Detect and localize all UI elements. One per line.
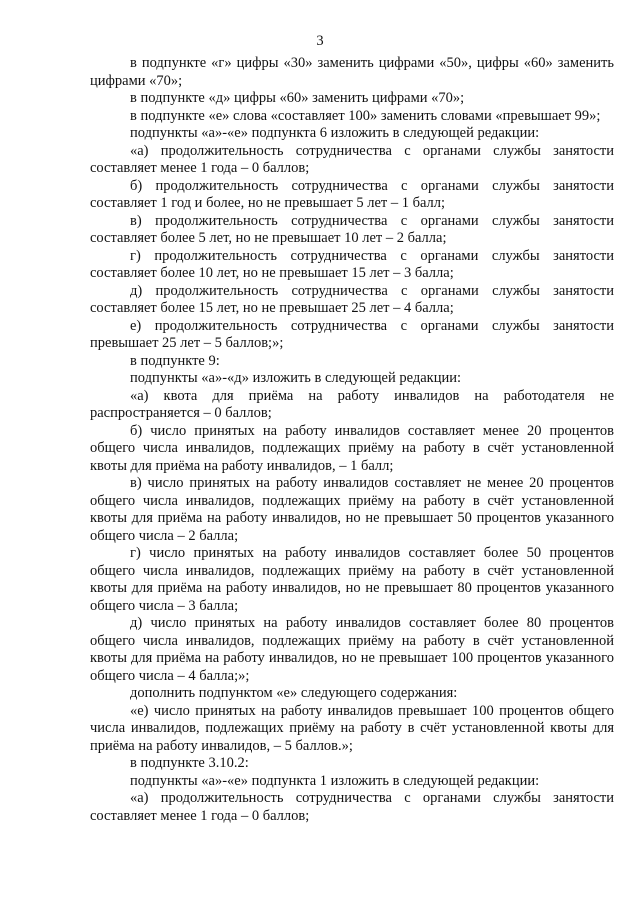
- paragraph: г) продолжительность сотрудничества с органами службы занятости составляет более 10 лет, но не превышает 15 лет – 3 балла;: [90, 247, 614, 281]
- paragraph: д) продолжительность сотрудничества с органами службы занятости составляет более 15 лет, но не превышает 25 лет – 4 балла;: [90, 282, 614, 316]
- paragraph: «а) квота для приёма на работу инвалидов на работодателя не распространяется – 0 баллов;: [90, 387, 614, 421]
- paragraph: д) число принятых на работу инвалидов составляет более 80 процентов общего числа инвалидов, подлежащих приёму на работу в счёт установленной квоты для приёма на работу инвалидов, но не превышает 100 процентов указанного общего числа – 4 балла;»;: [90, 615, 614, 684]
- paragraph: в подпункте 9:: [130, 352, 220, 369]
- paragraph: в) число принятых на работу инвалидов составляет не менее 20 процентов общего числа инвалидов, подлежащих приёму на работу в счёт установленной квоты для приёма на работу инвалидов, но не превышает 50 процентов указанного общего числа – 2 балла;: [90, 475, 614, 544]
- paragraph: дополнить подпунктом «е» следующего содержания:: [130, 685, 458, 701]
- paragraph: подпункты «а»-«е» подпункта 6 изложить в следующей редакции:: [130, 125, 540, 141]
- paragraph: в подпункте 3.10.2:: [130, 755, 249, 771]
- paragraph: «а) продолжительность сотрудничества с органами службы занятости составляет менее 1 года – 0 баллов;: [90, 142, 614, 176]
- paragraph: «а) продолжительность сотрудничества с органами службы занятости составляет менее 1 года – 0 баллов;: [90, 790, 614, 824]
- paragraph: подпункты «а»-«д» изложить в следующей редакции:: [130, 370, 462, 386]
- paragraph: «е) число принятых на работу инвалидов превышает 100 процентов общего числа инвалидов, подлежащих приёму на работу в счёт установленной квоты для приёма на работу инвалидов, – 5 баллов.»;: [90, 702, 614, 754]
- paragraph: г) число принятых на работу инвалидов составляет более 50 процентов общего числа инвалидов, подлежащих приёму на работу в счёт установленной квоты для приёма на работу инвалидов, но не превышает 80 процентов указанного общего числа – 3 балла;: [90, 545, 614, 614]
- paragraph: в подпункте «д» цифры «60» заменить цифрами «70»;: [130, 90, 465, 106]
- page-number: 3: [316, 33, 324, 49]
- document-body: [90, 55, 614, 825]
- paragraph: б) продолжительность сотрудничества с органами службы занятости составляет 1 год и более, но не превышает 5 лет – 1 балл;: [90, 177, 614, 211]
- paragraph: е) продолжительность сотрудничества с органами службы занятости превышает 25 лет – 5 баллов;»;: [90, 317, 614, 351]
- paragraph: в подпункте «г» цифры «30» заменить цифрами «50», цифры «60» заменить цифрами «70»;: [90, 55, 614, 89]
- paragraph: б) число принятых на работу инвалидов составляет менее 20 процентов общего числа инвалидов, подлежащих приёму на работу в счёт установленной квоты для приёма на работу инвалидов, – 1 балл;: [90, 422, 614, 474]
- paragraph: в) продолжительность сотрудничества с органами службы занятости составляет более 5 лет, но не превышает 10 лет – 2 балла;: [90, 212, 614, 246]
- paragraph: подпункты «а»-«е» подпункта 1 изложить в следующей редакции:: [130, 772, 540, 789]
- paragraph: в подпункте «е» слова «составляет 100» заменить словами «превышает 99»;: [130, 107, 601, 124]
